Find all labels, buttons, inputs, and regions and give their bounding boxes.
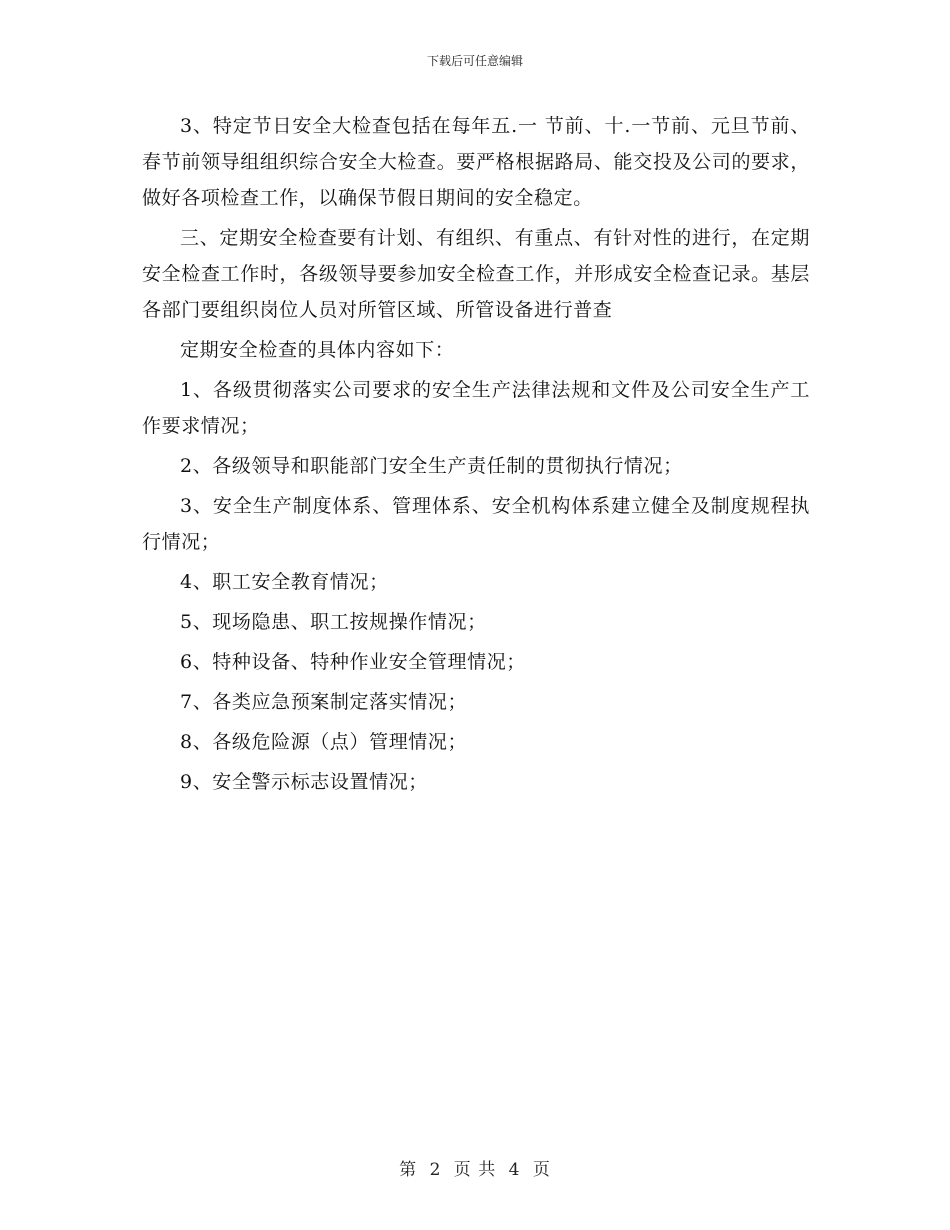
- page-number-footer: [0, 1155, 950, 1180]
- list-item: 8、各级危险源（点）管理情况；: [180, 731, 468, 753]
- list-item: 7、各类应急预案制定落实情况；: [180, 691, 468, 713]
- list-item: 4、职工安全教育情况；: [180, 571, 389, 593]
- list-item: 1、各级贯彻落实公司要求的安全生产法律法规和文件及公司安全生产工作要求情况；: [142, 379, 810, 437]
- list-item: 9、安全警示标志设置情况；: [180, 771, 428, 793]
- page-header: 下载后可任意编辑: [426, 54, 523, 68]
- paragraph-holiday-inspection: 3、特定节日安全大检查包括在每年五.一 节前、十.一节前、元旦节前、春节前领导组组织综合安全大检查。要严格根据路局、能交投及公司的要求，做好各项检查工作，以确保节假日期间的安全稳定。: [142, 115, 810, 209]
- list-item: 5、现场隐患、职工按规操作情况；: [180, 611, 487, 633]
- footer-prefix: 第: [399, 1160, 418, 1180]
- document-body: [142, 108, 810, 804]
- list-item: 3、安全生产制度体系、管理体系、安全机构体系建立健全及制度规程执行情况；: [142, 495, 810, 553]
- list-item: 2、各级领导和职能部门安全生产责任制的贯彻执行情况；: [180, 455, 683, 477]
- footer-current-page: 2: [429, 1160, 442, 1180]
- footer-suffix: 页: [532, 1160, 551, 1180]
- list-item: 6、特种设备、特种作业安全管理情况；: [180, 651, 526, 673]
- footer-total-pages: 4: [508, 1160, 521, 1180]
- footer-middle: 页 共: [453, 1160, 497, 1180]
- paragraph-periodic-inspection: 三、定期安全检查要有计划、有组织、有重点、有针对性的进行，在定期安全检查工作时，各级领导要参加安全检查工作，并形成安全检查记录。基层各部门要组织岗位人员对所管区域、所管设备进行普查: [142, 227, 810, 321]
- paragraph-content-intro: 定期安全检查的具体内容如下：: [180, 339, 455, 361]
